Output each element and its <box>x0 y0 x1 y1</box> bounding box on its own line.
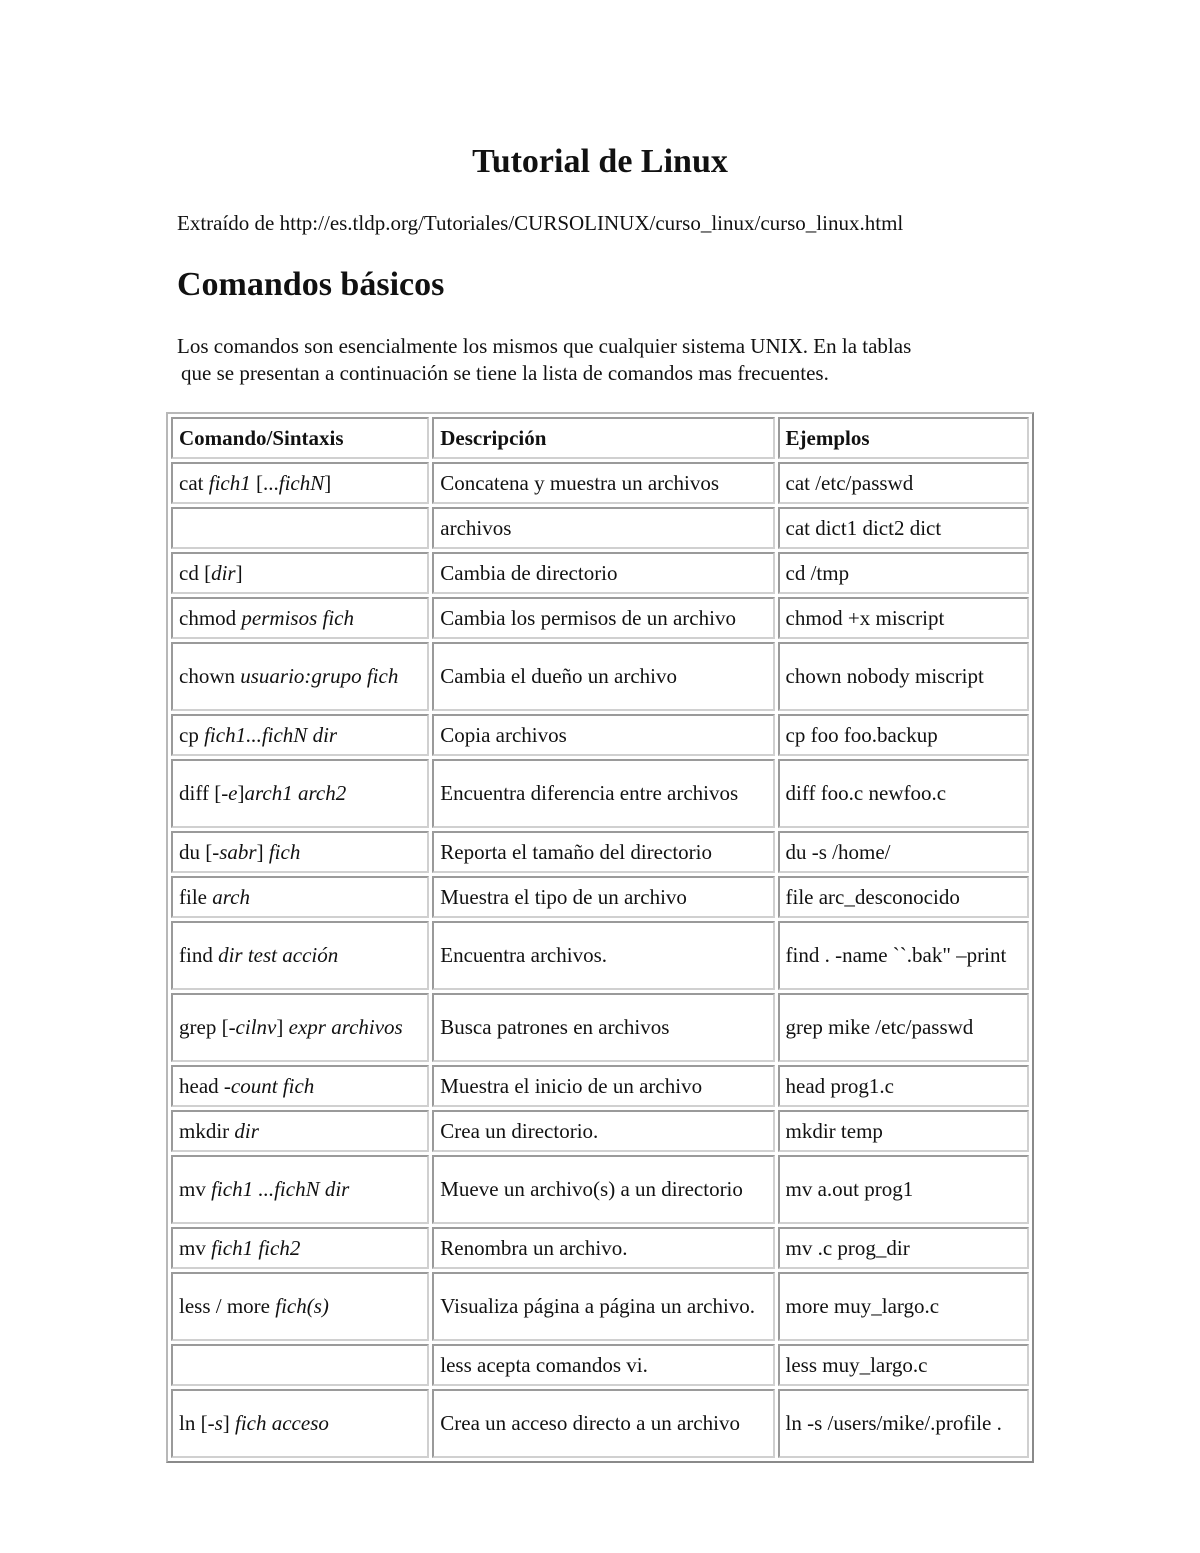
cell-description: Crea un acceso directo a un archivo <box>432 1389 774 1458</box>
cell-example: mv .c prog_dir <box>778 1227 1030 1269</box>
command-text: ] <box>237 781 245 805</box>
table-row <box>171 1389 1029 1458</box>
command-argument: arch <box>212 884 250 909</box>
cell-command <box>171 552 429 594</box>
cell-command <box>171 993 429 1062</box>
source-url: http://es.tldp.org/Tutoriales/CURSOLINUX/curso_linux/curso_linux.html <box>279 211 904 235</box>
cell-command <box>171 1110 429 1152</box>
table-row <box>171 507 1029 549</box>
cell-example: ln -s /users/mike/.profile . <box>778 1389 1030 1458</box>
command-argument: -count fich <box>223 1073 315 1098</box>
command-text: grep [ <box>179 1015 229 1039</box>
header-examples: Ejemplos <box>778 417 1030 459</box>
header-command: Comando/Sintaxis <box>171 417 429 459</box>
cell-description: Reporta el tamaño del directorio <box>432 831 774 873</box>
source-prefix: Extraído de <box>177 211 280 235</box>
cell-command <box>171 1389 429 1458</box>
cell-example: mv a.out prog1 <box>778 1155 1030 1224</box>
intro-paragraph <box>177 333 1017 387</box>
table-body <box>171 462 1029 1458</box>
command-argument: fich1...fichN dir <box>204 722 338 747</box>
table-row <box>171 1344 1029 1386</box>
cell-description: Busca patrones en archivos <box>432 993 774 1062</box>
command-text: ] <box>222 1411 235 1435</box>
cell-command <box>171 1155 429 1224</box>
cell-example: mkdir temp <box>778 1110 1030 1152</box>
table-row <box>171 1272 1029 1341</box>
cell-description: Visualiza página a página un archivo. <box>432 1272 774 1341</box>
cell-description: Mueve un archivo(s) a un directorio <box>432 1155 774 1224</box>
cell-example: chmod +x miscript <box>778 597 1030 639</box>
cell-example: head prog1.c <box>778 1065 1030 1107</box>
command-text: ] <box>235 560 243 585</box>
cell-example: find . -name ``.bak" –print <box>778 921 1030 990</box>
command-text: less / more <box>179 1294 276 1318</box>
cell-command <box>171 714 429 756</box>
cell-description: Muestra el tipo de un archivo <box>432 876 774 918</box>
cell-example: du -s /home/ <box>778 831 1030 873</box>
table-row <box>171 1227 1029 1269</box>
table-row <box>171 921 1029 990</box>
intro-line-1: Los comandos son esencialmente los mismos que cualquier sistema UNIX. En la tablas <box>177 334 912 358</box>
command-text: head <box>179 1073 224 1098</box>
command-argument: -s <box>207 1411 223 1435</box>
cell-description: Cambia los permisos de un archivo <box>432 597 774 639</box>
command-text: diff [ <box>179 781 222 805</box>
command-argument: dir <box>211 560 236 585</box>
command-text: cp <box>179 722 205 747</box>
command-argument: fich1 fich2 <box>211 1235 301 1260</box>
cell-example: grep mike /etc/passwd <box>778 993 1030 1062</box>
cell-description: Muestra el inicio de un archivo <box>432 1065 774 1107</box>
cell-description: Crea un directorio. <box>432 1110 774 1152</box>
table-row <box>171 714 1029 756</box>
cell-example: cat /etc/passwd <box>778 462 1030 504</box>
command-text: [... <box>250 470 279 495</box>
cell-description: Concatena y muestra un archivos <box>432 462 774 504</box>
command-text: ] <box>324 470 332 495</box>
document-title: Tutorial de Linux <box>472 143 728 180</box>
table-row <box>171 876 1029 918</box>
cell-command <box>171 921 429 990</box>
cell-example: less muy_largo.c <box>778 1344 1030 1386</box>
cell-description: Encuentra archivos. <box>432 921 774 990</box>
command-argument: fichN <box>278 470 325 495</box>
cell-command <box>171 831 429 873</box>
command-text: file <box>179 884 213 909</box>
cell-command <box>171 876 429 918</box>
command-text: cat <box>179 470 209 495</box>
section-heading: Comandos básicos <box>177 266 445 303</box>
command-argument: fich(s) <box>275 1294 329 1318</box>
cell-description: Copia archivos <box>432 714 774 756</box>
command-argument: -cilnv <box>228 1015 277 1039</box>
cell-command <box>171 1272 429 1341</box>
command-text: find <box>179 943 219 967</box>
cell-description: Encuentra diferencia entre archivos <box>432 759 774 828</box>
command-argument: fich acceso <box>235 1411 329 1435</box>
cell-command <box>171 1344 429 1386</box>
command-argument: dir <box>234 1118 259 1143</box>
table-row <box>171 597 1029 639</box>
table-row <box>171 993 1029 1062</box>
cell-example: cp foo foo.backup <box>778 714 1030 756</box>
command-argument: arch1 arch2 <box>244 781 347 805</box>
cell-example: cd /tmp <box>778 552 1030 594</box>
table-row <box>171 759 1029 828</box>
cell-command <box>171 507 429 549</box>
command-text: cd [ <box>179 560 212 585</box>
cell-command <box>171 1065 429 1107</box>
header-description: Descripción <box>432 417 774 459</box>
cell-description: Cambia de directorio <box>432 552 774 594</box>
command-argument: -e <box>221 781 238 805</box>
command-text: ] <box>276 1015 289 1039</box>
command-argument: fich1 <box>208 470 251 495</box>
cell-description: Renombra un archivo. <box>432 1227 774 1269</box>
table-header-row <box>171 417 1029 459</box>
command-argument: expr archivos <box>288 1015 403 1039</box>
commands-table <box>166 412 1034 1463</box>
cell-example: chown nobody miscript <box>778 642 1030 711</box>
cell-command <box>171 462 429 504</box>
command-argument: fich1 ...fichN dir <box>211 1177 350 1201</box>
command-text: ] <box>256 839 269 864</box>
table-row <box>171 462 1029 504</box>
cell-example: file arc_desconocido <box>778 876 1030 918</box>
command-text: du [ <box>179 839 213 864</box>
cell-description: Cambia el dueño un archivo <box>432 642 774 711</box>
table-row <box>171 1110 1029 1152</box>
cell-command <box>171 759 429 828</box>
table-row <box>171 831 1029 873</box>
command-text: chown <box>179 664 241 688</box>
cell-example: more muy_largo.c <box>778 1272 1030 1341</box>
command-argument: dir test acción <box>218 943 339 967</box>
command-text: mv <box>179 1177 212 1201</box>
table-row <box>171 642 1029 711</box>
command-text: chmod <box>179 605 242 630</box>
command-argument: permisos fich <box>241 605 354 630</box>
source-line <box>177 208 903 238</box>
command-text: ln [ <box>179 1411 208 1435</box>
cell-command <box>171 597 429 639</box>
command-argument: -sabr <box>212 839 257 864</box>
command-text: mv <box>179 1235 212 1260</box>
command-argument: usuario:grupo fich <box>240 664 399 688</box>
table-row <box>171 552 1029 594</box>
command-text: mkdir <box>179 1118 235 1143</box>
table-row <box>171 1155 1029 1224</box>
cell-description: less acepta comandos vi. <box>432 1344 774 1386</box>
table-row <box>171 1065 1029 1107</box>
cell-command <box>171 1227 429 1269</box>
cell-example: cat dict1 dict2 dict <box>778 507 1030 549</box>
intro-line-2: que se presentan a continuación se tiene la lista de comandos mas frecuentes. <box>181 361 829 385</box>
cell-command <box>171 642 429 711</box>
cell-description: archivos <box>432 507 774 549</box>
cell-example: diff foo.c newfoo.c <box>778 759 1030 828</box>
command-argument: fich <box>268 839 301 864</box>
